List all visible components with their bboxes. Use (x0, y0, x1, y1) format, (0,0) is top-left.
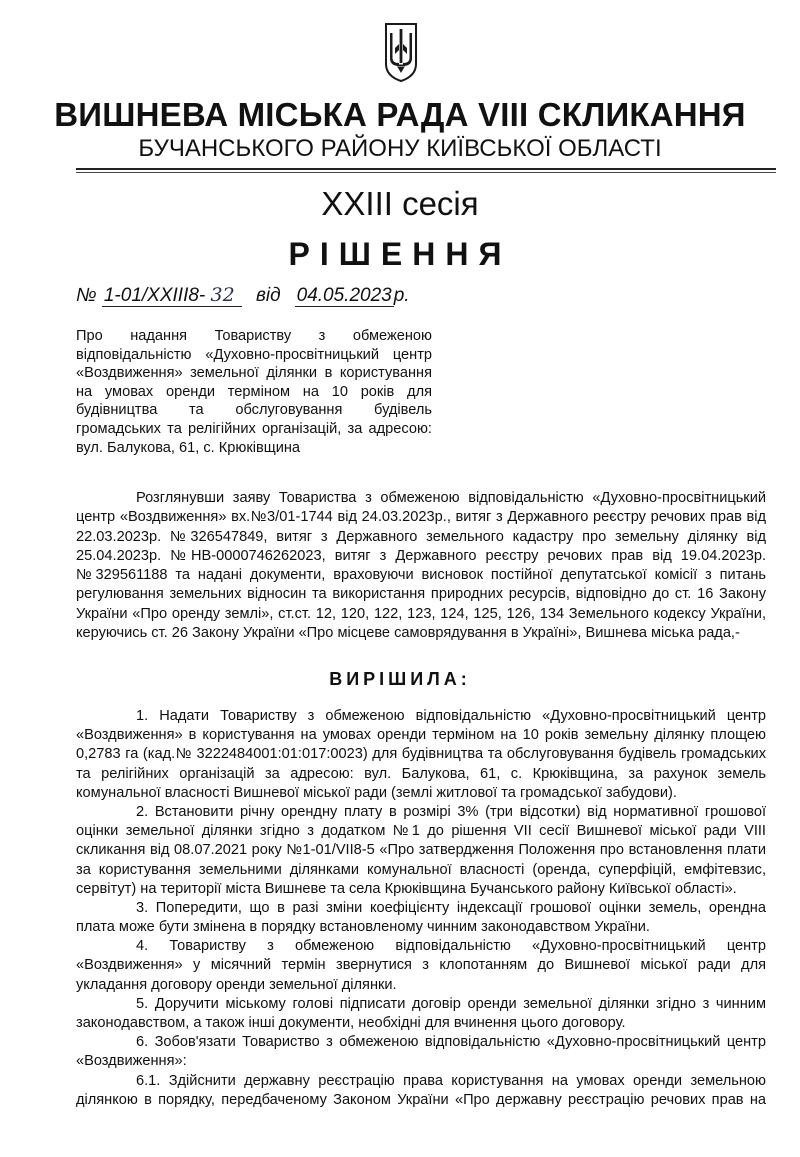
item-2-line: 2. Встановити річну орендну плату в розмірі 3% (три відсотки) від нормативної грошової (136, 803, 766, 820)
subject-line: громадських та релігійних організацій, за адресою: (76, 420, 432, 437)
subject-line: будівництва та обслуговування будівель (76, 402, 432, 419)
document-type: РІШЕННЯ (288, 236, 512, 272)
item-3-line: 3. Попередити, що в разі зміни коефіцієнту індексації грошової оцінки земель, орендна (136, 899, 766, 916)
resolution-items (76, 707, 766, 1110)
preamble-paragraph (76, 489, 766, 643)
item-2-line: скликання від 08.07.2021 року №1-01/VII8-5 «Про затвердження Положення про встановлення плати (76, 842, 766, 859)
subject-line: вул. Балукова, 61, с. Крюківщина (76, 439, 301, 456)
item-2-line: за користування земельними ділянками комунальної власності (оренда, суперфіцій, емфітевзис, (76, 861, 766, 878)
council-title: ВИШНЕВА МІСЬКА РАДА VIII СКЛИКАННЯ (54, 96, 746, 133)
decision-number (102, 285, 242, 307)
item-1-line: 0,2783 га (кад.№ 3222484001:01:017:0023) для будівництва та обслуговування будівель громадських (76, 746, 766, 763)
item-1-line: 1. Надати Товариству з обмеженою відповідальністю «Духовно-просвітницький центр (136, 708, 766, 724)
decision-date: 04.05.2023 (296, 285, 392, 306)
year-suffix: р. (393, 285, 410, 306)
district-subtitle: БУЧАНСЬКОГО РАЙОНУ КИЇВСЬКОЇ ОБЛАСТІ (138, 135, 662, 162)
item-2-line: оцінки земельної ділянки згідно з додатком №1 до рішення VII сесії Вишневої міської ради VIII (76, 823, 766, 840)
subject-line: відповідальністю «Духовно-просвітницький центр (76, 346, 432, 363)
subject-line: «Воздвиження» земельної ділянки в користування (76, 365, 432, 382)
decision-number-line (76, 284, 410, 307)
date-label: від (256, 285, 281, 306)
decision-number-handwritten: 32 (210, 284, 235, 306)
preamble-line: України «Про оренду землі», ст.ст. 12, 120, 122, 123, 124, 125, 126, 134 Земельного кодексу України, (76, 605, 766, 622)
preamble-line: керуючись ст. 26 Закону України «Про місцеве самоврядування в Україні», Вишнева міська рада,- (76, 625, 740, 642)
item-4-line: «Воздвиження» у місячний термін звернутися з клопотанням до Вишневої міської ради для (76, 957, 766, 974)
item-4-line: укладання договору оренди земельної ділянки. (76, 976, 397, 993)
item-6-line: «Воздвиження»: (76, 1053, 187, 1070)
item-6-1-line: 6.1. Здійснити державну реєстрацію права користування на умовах оренди земельною (136, 1072, 766, 1089)
decision-subject (76, 327, 432, 457)
trident-emblem-icon (383, 20, 419, 84)
session-title: XXIII сесія (321, 185, 479, 222)
preamble-line: регулювання земельних відносин та використання природних ресурсів, відповідно до ст. 16 Закону (76, 586, 766, 603)
item-2-line: сервітут) на території міста Вишневе та села Крюківщина Бучанського району Київської області». (76, 880, 737, 897)
header-divider-thin (76, 172, 776, 173)
preamble-line: центр «Воздвиження» вх.№3/01-1744 від 24.03.2023р., витяг з Державного реєстру речових прав від (76, 509, 766, 526)
item-5-line: 5. Доручити міському голові підписати договір оренди земельної ділянки згідно з чинним (136, 995, 766, 1012)
item-5-line: законодавством, а також інші документи, необхідні для вчинення цього договору. (76, 1015, 626, 1031)
resolved-heading: ВИРІШИЛА: (329, 669, 471, 689)
preamble-line: 22.03.2023р. №326547849, витяг з Державного земельного кадастру про земельну ділянку від (76, 528, 766, 545)
subject-line: на умовах оренди терміном на 10 років для (76, 383, 432, 400)
preamble-line: №329561188 та надані документи, враховуючи висновок постійної депутатської комісії з питань (76, 567, 766, 584)
item-1-line: та релігійних організацій за адресою: вул. Балукова, 61, с. Крюківщина, за рахунок земель (76, 765, 766, 782)
header-divider (76, 168, 776, 170)
preamble-line: 25.04.2023р. №НВ-0000746262023, витяг з Державного реєстру речових прав від 19.04.2023р. (76, 547, 766, 564)
item-6-line: 6. Зобов'язати Товариство з обмеженою відповідальністю «Духовно-просвітницький центр (136, 1034, 766, 1051)
item-3-line: плата може бути змінена в порядку встановленому чинним законодавством України. (76, 919, 650, 936)
subject-line: Про надання Товариству з обмеженою (76, 328, 432, 344)
number-label: № (76, 285, 97, 306)
preamble-line: Розглянувши заяву Товариства з обмеженою відповідальністю «Духовно-просвітницький (136, 490, 766, 506)
item-1-line: «Воздвиження» в користування на умовах оренди терміном на 10 років земельну ділянку площею (76, 727, 766, 744)
item-6-1-line: ділянкою в порядку, передбаченому Законом України «Про державну реєстрацію речових прав на (76, 1091, 766, 1108)
item-1-line: комунальної власності Вишневої міської ради (землі житлової та громадської забудови). (76, 784, 677, 801)
item-4-line: 4. Товариству з обмеженою відповідальністю «Духовно-просвітницький центр (136, 938, 766, 955)
decision-number-printed: 1-01/XXIII8- (103, 285, 206, 306)
